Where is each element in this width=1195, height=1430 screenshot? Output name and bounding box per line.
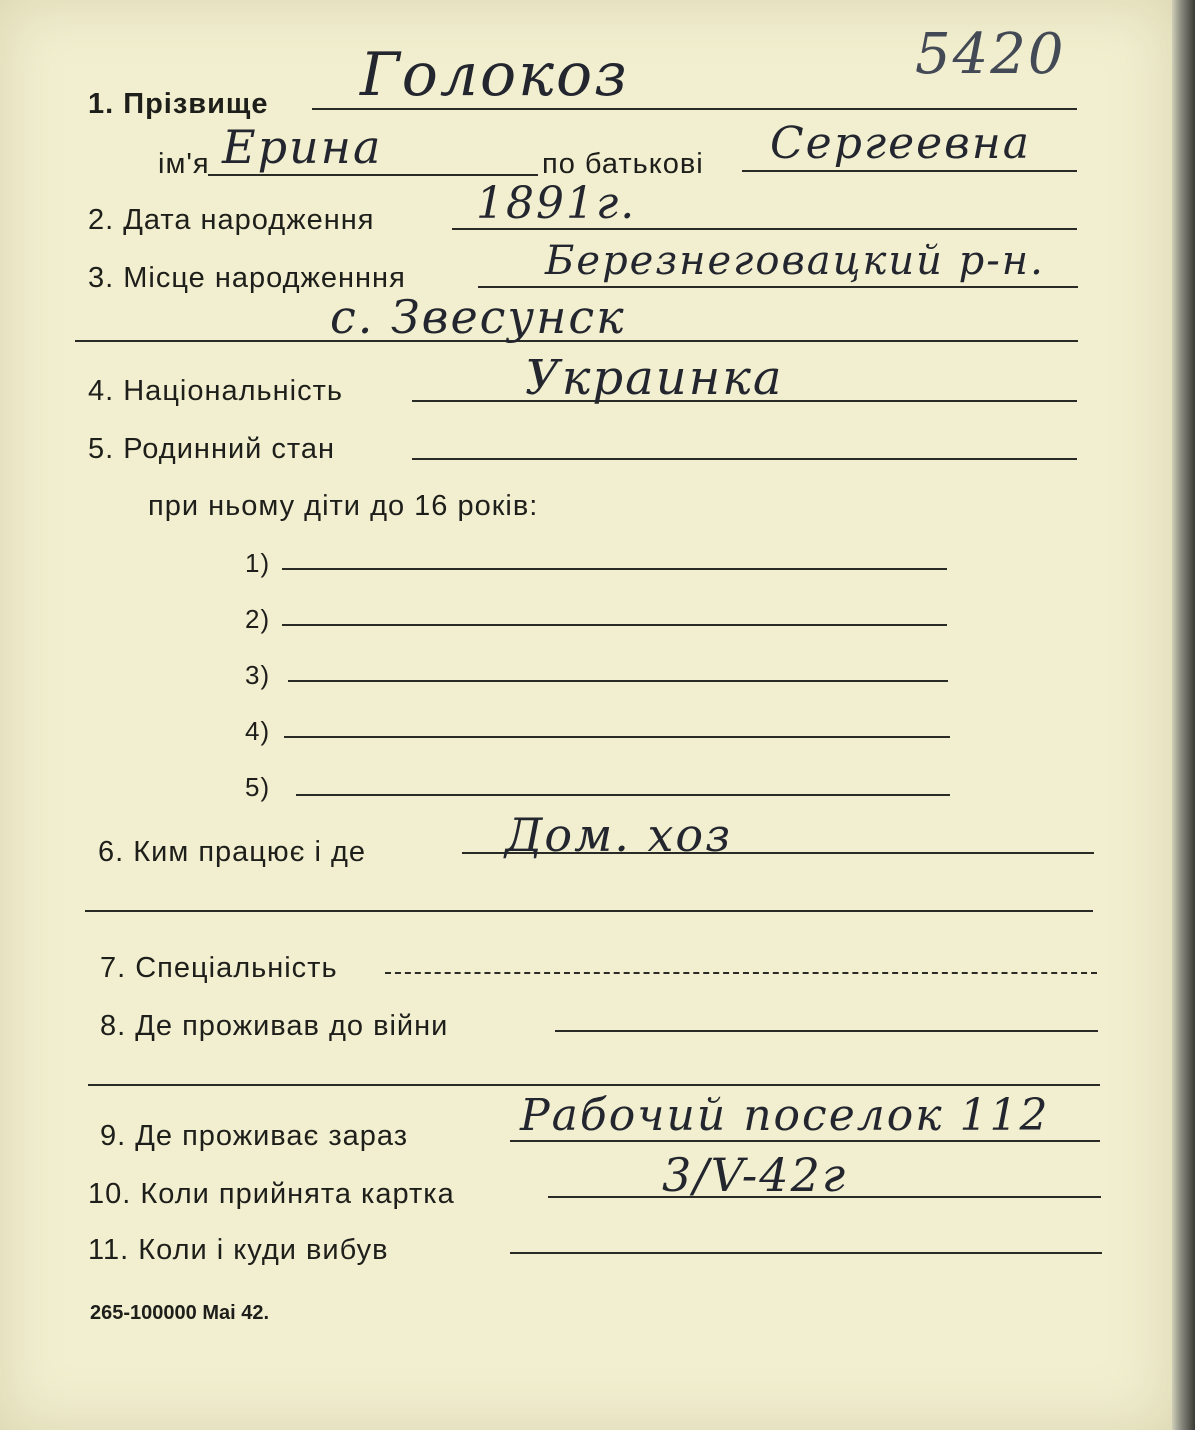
first-name-value: Ерина xyxy=(222,120,383,174)
prewar-line-2 xyxy=(88,1084,1100,1086)
child-line-4 xyxy=(284,736,950,738)
current-label: 9. Де проживає зараз xyxy=(100,1120,409,1152)
specialty-line xyxy=(385,972,1097,974)
birth-place-label: 3. Місце народженння xyxy=(88,262,406,294)
child-line-2 xyxy=(282,624,947,626)
nationality-label: 4. Національність xyxy=(88,375,344,407)
child-item-1: 1) xyxy=(245,548,271,578)
marital-line xyxy=(412,458,1077,460)
birth-place-value-1: Березнеговацкий р-н. xyxy=(545,238,1045,284)
archive-number: 5420 xyxy=(915,22,1066,87)
prewar-label: 8. Де проживав до війни xyxy=(100,1010,449,1042)
child-item-4: 4) xyxy=(245,716,271,746)
specialty-label: 7. Спеціальність xyxy=(100,952,338,984)
accepted-label: 10. Коли прийнята картка xyxy=(88,1178,455,1210)
departed-line xyxy=(510,1252,1102,1254)
nationality-value: Украинка xyxy=(525,350,784,406)
current-value: Рабочий поселок 112 xyxy=(520,1090,1050,1141)
first-name-label: ім'я xyxy=(158,148,210,180)
work-value: Дом. хоз xyxy=(505,808,733,862)
birth-place-line xyxy=(478,286,1078,288)
surname-label: 1. Прізвище xyxy=(88,88,269,120)
patronymic-value: Сергеевна xyxy=(770,118,1032,169)
paper-edge-shadow xyxy=(1172,0,1195,1430)
child-line-3 xyxy=(288,680,948,682)
children-label: при ньому діти до 16 років: xyxy=(148,490,539,522)
birth-date-value: 1891г. xyxy=(476,178,637,229)
surname-value: Голокоз xyxy=(360,40,629,110)
birth-date-label: 2. Дата народження xyxy=(88,204,375,236)
child-item-5: 5) xyxy=(245,772,271,802)
patronymic-label: по батькові xyxy=(542,148,704,180)
patronymic-line xyxy=(742,170,1077,172)
print-code: 265-100000 Mai 42. xyxy=(90,1302,270,1324)
work-line-2 xyxy=(85,910,1093,912)
child-item-2: 2) xyxy=(245,604,271,634)
child-line-1 xyxy=(282,568,947,570)
work-label: 6. Ким працює і де xyxy=(98,836,367,868)
accepted-value: 3/V-42г xyxy=(662,1148,848,1202)
prewar-line xyxy=(555,1030,1098,1032)
marital-label: 5. Родинний стан xyxy=(88,433,336,465)
birth-place-value-2: с. Звесунск xyxy=(330,290,626,344)
child-line-5 xyxy=(296,794,950,796)
departed-label: 11. Коли і куди вибув xyxy=(88,1234,389,1266)
child-item-3: 3) xyxy=(245,660,271,690)
first-name-line xyxy=(208,174,538,176)
